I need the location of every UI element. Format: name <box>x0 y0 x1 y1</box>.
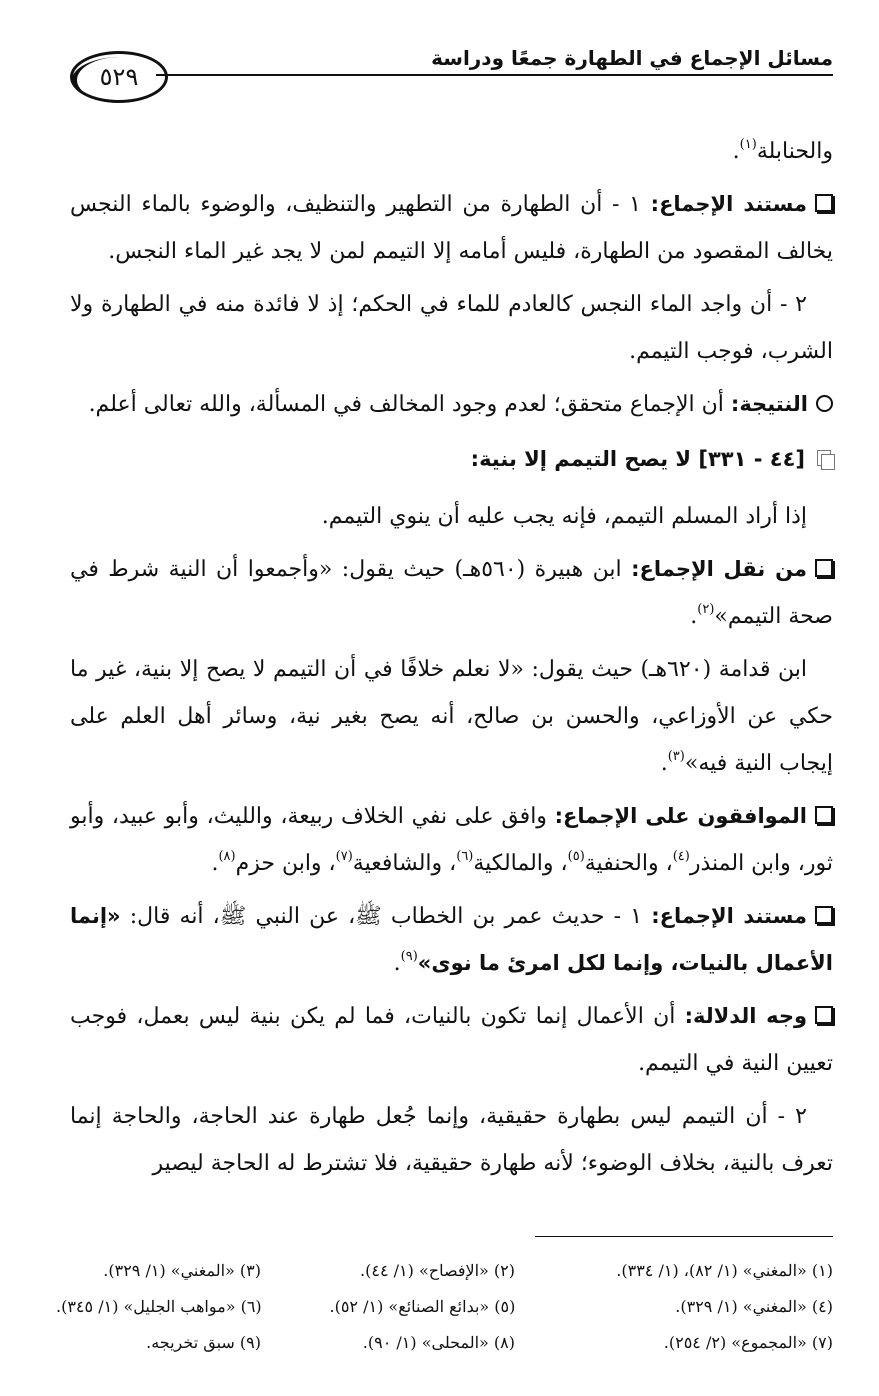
paragraph-inference: وجه الدلالة: أن الأعمال إنما تكون بالنيات، فما لم يكن بنية ليس بعمل، فوجب تعيين النية في التيمم. <box>70 1004 833 1076</box>
footnote-8: (٨) «المحلى» (١/ ٩٠). <box>362 1333 515 1352</box>
footnote-ref-7[interactable]: (٧) <box>335 849 353 864</box>
paragraph-1: والحنابلة$^{(١)}$. <box>732 137 833 164</box>
footnote-ref-3[interactable]: (٣) <box>667 749 685 764</box>
circle-bullet-icon <box>816 395 833 412</box>
footnote-7: (٧) «المجموع» (٢/ ٢٥٤). <box>663 1333 833 1352</box>
square-bullet-icon <box>815 559 833 577</box>
paragraph-ibn-qudama: ابن قدامة (٦٢٠هـ) حيث يقول: «لا نعلم خلافًا في أن التيمم لا يصح إلا بنية، غير ما حكي عن الأوزاعي، والحسن بن صالح، أنه يصح بغير نية، وسائر أهل العلم على إيجاب النية فيه»$^{(٣)}$. <box>70 657 833 776</box>
square-bullet-icon <box>815 806 833 824</box>
term-label: النتيجة: <box>730 392 808 416</box>
term-label: مستند الإجماع: <box>651 904 807 928</box>
footnote-ref-6[interactable]: (٦) <box>456 849 474 864</box>
square-bullet-icon <box>815 1006 833 1024</box>
paragraph-evidence-3: ٢ - أن التيمم ليس بطهارة حقيقية، وإنما جُعل طهارة عند الحاجة، والحاجة إنما تعرف بالنية، بخلاف الوضوء؛ لأنه طهارة حقيقية، فلا تشترط له الحاجة ليصير <box>70 1104 833 1176</box>
paragraph-transmitters: من نقل الإجماع: ابن هبيرة (٥٦٠هـ) حيث يقول: «وأجمعوا أن النية شرط في صحة التيمم»$^{(٢)}$. <box>70 557 833 629</box>
footnote-ref-5[interactable]: (٥) <box>567 849 585 864</box>
footnote-5: (٥) «بدائع الصنائع» (١/ ٥٢). <box>329 1297 516 1316</box>
square-bullet-icon <box>815 194 833 212</box>
paragraph-intro: إذا أراد المسلم التيمم، فإنه يجب عليه أن ينوي التيمم. <box>321 504 807 529</box>
square-bullet-icon <box>815 906 833 924</box>
term-label: من نقل الإجماع: <box>631 557 807 581</box>
paragraph-result: النتيجة: أن الإجماع متحقق؛ لعدم وجود المخالف في المسألة، والله تعالى أعلم. <box>70 381 833 428</box>
paragraph-evidence-1: مستند الإجماع: ١ - أن الطهارة من التطهير والتنظيف، والوضوء بالماء النجس يخالف المقصود من الطهارة، فليس أمامه إلا التيمم لمن لا يجد غير الماء النجس. <box>70 192 833 264</box>
term-label: وجه الدلالة: <box>684 1004 808 1028</box>
footnote-ref-2[interactable]: (٢) <box>697 602 715 617</box>
footnotes <box>56 1253 833 1361</box>
footnote-ref-8[interactable]: (٨) <box>218 849 236 864</box>
section-heading: [٤٤ - ٣٣١] لا يصح التيمم إلا بنية: <box>70 436 833 483</box>
page-number: ٥٢٩ <box>70 51 168 103</box>
footnote-row <box>56 1289 833 1325</box>
header-title: مسائل الإجماع في الطهارة جمعًا ودراسة <box>431 46 833 70</box>
header-rule <box>156 74 833 76</box>
footnote-2: (٢) «الإفصاح» (١/ ٤٤). <box>360 1261 515 1280</box>
term-label: الموافقون على الإجماع: <box>554 804 807 828</box>
paragraph-agreeing: الموافقون على الإجماع: وافق على نفي الخلاف ربيعة، والليث، وأبو عبيد، وأبو ثور، وابن المنذر$^{(٤)}$، والحنفية$^{(٥)}$، والمالكية$^{(٦)}$، والشافعية$^{(٧)}$، وابن حزم$^{(٨)}$. <box>70 804 833 876</box>
running-header <box>70 40 833 110</box>
footnote-3: (٣) «المغني» (١/ ٣٢٩). <box>103 1261 261 1280</box>
page-body <box>70 128 833 1193</box>
document-icon <box>817 450 833 468</box>
footnote-row <box>56 1253 833 1289</box>
footnote-ref-9[interactable]: (٩) <box>400 949 418 964</box>
footnote-row <box>56 1325 833 1361</box>
term-label: مستند الإجماع: <box>650 192 807 216</box>
footnote-ref-4[interactable]: (٤) <box>672 849 690 864</box>
footnote-6: (٦) «مواهب الجليل» (١/ ٣٤٥). <box>56 1297 262 1316</box>
hadith-quote: «إنما الأعمال بالنيات، وإنما لكل امرئ ما نوى» <box>70 904 833 975</box>
footnote-9: (٩) سبق تخريجه. <box>146 1333 261 1352</box>
footnote-4: (٤) «المغني» (١/ ٣٢٩). <box>675 1297 833 1316</box>
paragraph-evidence-2: ٢ - أن واجد الماء النجس كالعادم للماء في الحكم؛ إذ لا فائدة منه في الطهارة ولا الشرب، فوجب التيمم. <box>70 292 833 364</box>
paragraph-evidence-hadith: مستند الإجماع: ١ - حديث عمر بن الخطاب ﷺ، عن النبي ﷺ، أنه قال: «إنما الأعمال بالنيات، وإنما لكل امرئ ما نوى»$^{(٩)}$. <box>70 904 833 976</box>
footnote-1: (١) «المغني» (١/ ٨٢)، (١/ ٣٣٤). <box>616 1261 833 1280</box>
footnote-ref-1[interactable]: (١) <box>739 137 757 152</box>
footnote-separator <box>535 1236 833 1237</box>
